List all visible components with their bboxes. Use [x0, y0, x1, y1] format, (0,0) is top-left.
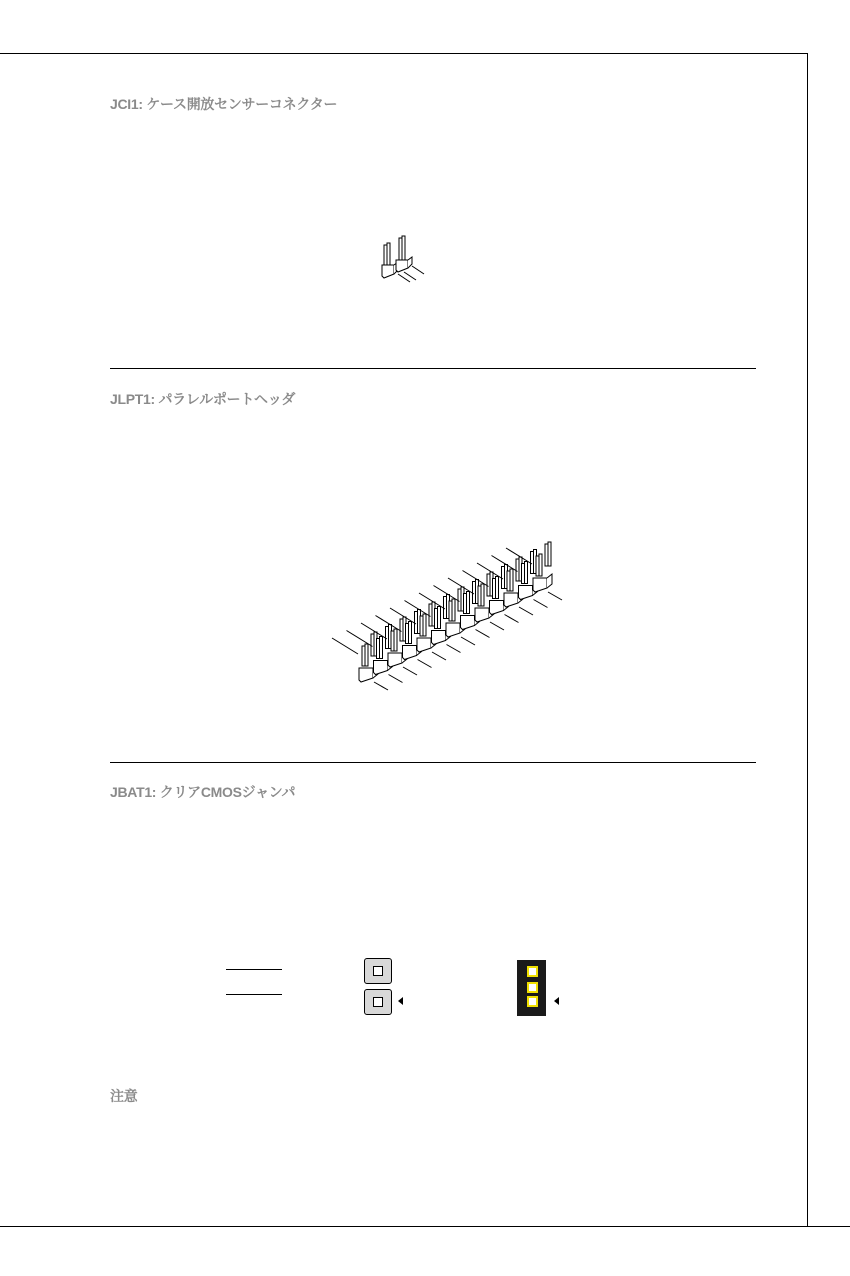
jci1-heading: JCI1: ケース開放センサーコネクター: [110, 96, 338, 112]
jumper-pin-contact: [373, 997, 383, 1007]
header-pin: [527, 996, 538, 1007]
page-frame-right: [807, 53, 808, 1227]
jumper-pin-contact: [373, 966, 383, 976]
note-heading: 注意: [110, 1088, 138, 1104]
section-divider: [110, 368, 756, 369]
pin-1-arrow-icon: [398, 997, 403, 1005]
jci1-connector-diagram: [370, 232, 440, 292]
jumper-line-upper: [226, 969, 282, 970]
jumper-header-photo: [517, 960, 546, 1016]
pin-header-columns: [332, 542, 562, 690]
page-frame-bottom: [0, 1226, 850, 1227]
jbat1-heading: JBAT1: クリアCMOSジャンパ: [110, 784, 296, 800]
jumper-line-lower: [226, 994, 282, 995]
jumper-pin-1: [364, 958, 392, 984]
header-pin: [527, 982, 538, 993]
jlpt1-header-diagram: [330, 560, 570, 705]
page-frame-top: [0, 53, 808, 54]
pin-1-arrow-icon: [554, 997, 559, 1005]
jlpt1-heading: JLPT1: パラレルポートヘッダ: [110, 391, 296, 407]
section-divider: [110, 762, 756, 763]
jumper-pin-2: [364, 989, 392, 1015]
header-pin: [527, 966, 538, 977]
